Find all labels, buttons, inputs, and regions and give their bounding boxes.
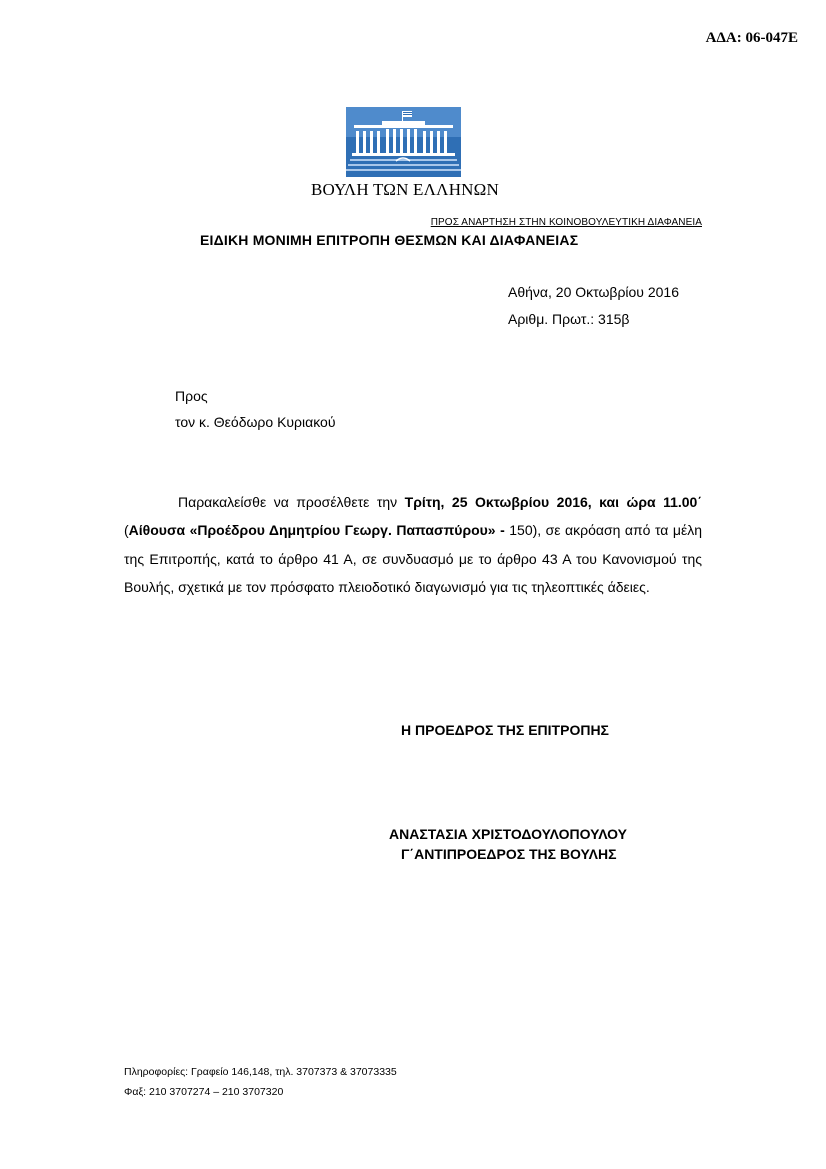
recipient-to-label: Προς xyxy=(175,388,208,404)
parliament-logo xyxy=(346,107,461,177)
parliament-building-icon xyxy=(346,107,461,177)
parliament-name: ΒΟΥΛΗ ΤΩΝ ΕΛΛΗΝΩΝ xyxy=(311,180,499,199)
chair-title: Η ΠΡΟΕΔΡΟΣ ΤΗΣ ΕΠΙΤΡΟΠΗΣ xyxy=(401,722,609,738)
publish-note: ΠΡΟΣ ΑΝΑΡΤΗΣΗ ΣΤΗΝ ΚΟΙΝΟΒΟΥΛΕΥΤΙΚΗ ΔΙΑΦΑΝΕΙΑ xyxy=(430,217,702,228)
letter-body xyxy=(124,488,702,601)
recipient-name: τον κ. Θεόδωρο Κυριακού xyxy=(175,414,336,430)
body-text-part: ( xyxy=(124,522,129,539)
committee-title: ΕΙΔΙΚΗ ΜΟΝΙΜΗ ΕΠΙΤΡΟΠΗ ΘΕΣΜΩΝ ΚΑΙ ΔΙΑΦΑΝΕΙΑΣ xyxy=(200,232,579,248)
body-text-part: Παρακαλείσθε να προσέλθετε την xyxy=(178,494,405,510)
ada-code: ΑΔΑ: 06-047Ε xyxy=(705,30,798,46)
protocol-number: Αριθμ. Πρωτ.: 315β xyxy=(508,311,630,327)
footer-fax: Φαξ: 210 3707274 – 210 3707320 xyxy=(124,1086,284,1098)
hearing-room: Αίθουσα «Προέδρου Δημητρίου Γεωργ. Παπασπύρου» - xyxy=(128,522,505,539)
document-date: Αθήνα, 20 Οκτωβρίου 2016 xyxy=(508,284,680,300)
signer-role: Γ΄ΑΝΤΙΠΡΟΕΔΡΟΣ ΤΗΣ ΒΟΥΛΗΣ xyxy=(401,846,617,862)
hearing-datetime: Τρίτη, 25 Οκτωβρίου 2016, και ώρα 11.00΄ xyxy=(404,494,702,510)
footer-info: Πληροφορίες: Γραφείο 146,148, τηλ. 3707373 & 37073335 xyxy=(124,1066,397,1078)
body-text-part: 150), σε ακρόαση από τα μέλη της Επιτροπής, κατά το άρθρο 41 Α, σε συνδυασμό με το άρθρο 43 Α του Κανονισμού της Βουλής, σχετικά με τον πρόσφατο πλειοδοτικό διαγωνισμό για τις τηλεοπτικές άδειες. xyxy=(124,522,702,595)
signer-name: ΑΝΑΣΤΑΣΙΑ ΧΡΙΣΤΟΔΟΥΛΟΠΟΥΛΟΥ xyxy=(389,826,628,842)
